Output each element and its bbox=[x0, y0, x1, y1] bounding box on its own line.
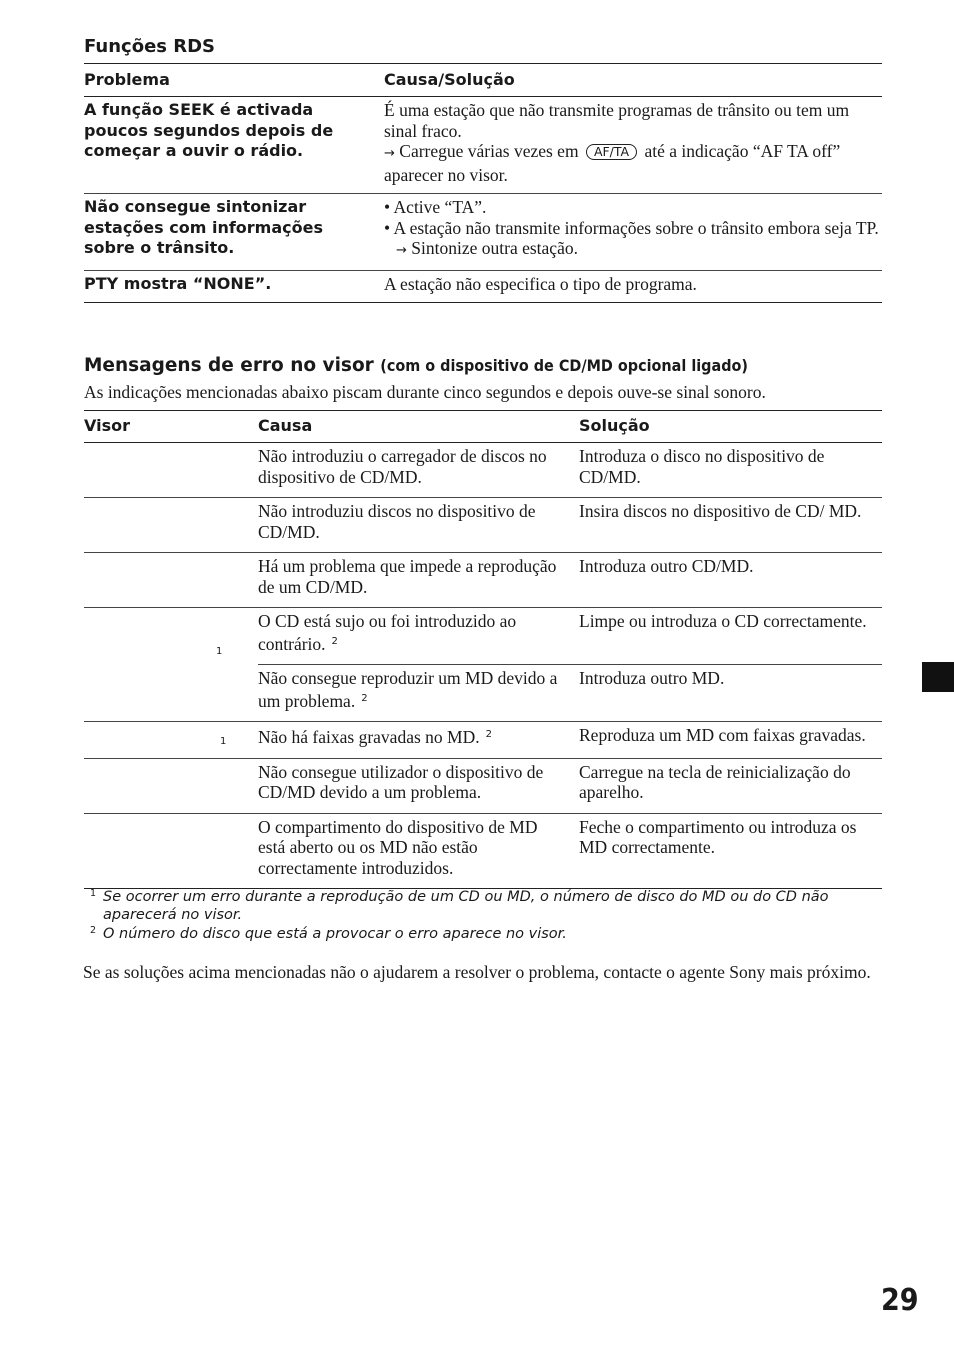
error-messages-table bbox=[84, 410, 882, 889]
table-row bbox=[84, 608, 882, 665]
cause-text: Não há faixas gravadas no MD. bbox=[258, 727, 480, 747]
solution-cell: Reproduza um MD com faixas gravadas. bbox=[579, 725, 866, 745]
table-row bbox=[84, 270, 882, 303]
display-cell bbox=[84, 608, 258, 722]
rds-col-problem: Problema bbox=[84, 70, 170, 89]
table-row bbox=[84, 722, 882, 759]
solution-cell: Feche o compartimento ou introduza os MD correctamente. bbox=[579, 816, 857, 857]
table-row bbox=[84, 758, 882, 813]
error-section-heading bbox=[84, 355, 748, 376]
table-row bbox=[84, 553, 882, 608]
table-row bbox=[84, 443, 882, 498]
cause-text: É uma estação que não transmite programas de trânsito ou tem um sinal fraco. bbox=[384, 100, 850, 141]
footnote-1 bbox=[90, 888, 880, 924]
table-row bbox=[84, 97, 882, 194]
display-cell bbox=[84, 813, 258, 889]
col-solution: Solução bbox=[579, 416, 650, 435]
footnote-text: O número do disco que está a provocar o erro aparece no visor. bbox=[103, 926, 567, 942]
solution-cell: Introduza outro CD/MD. bbox=[579, 556, 754, 576]
rds-col-cause-solution: Causa/Solução bbox=[384, 70, 515, 89]
arrow-right-icon: → bbox=[396, 243, 407, 258]
cause-text: O CD está sujo ou foi introduzido ao contrário. bbox=[258, 611, 517, 654]
error-heading-title: Mensagens de erro no visor bbox=[84, 355, 374, 376]
cause-text: Não consegue reproduzir um MD devido a um problema. bbox=[258, 668, 558, 711]
cause-cell bbox=[258, 665, 579, 722]
problem-text: Não consegue sintonizar estações com informações sobre o trânsito. bbox=[84, 197, 323, 257]
bullet-item bbox=[384, 218, 882, 262]
display-cell bbox=[84, 722, 258, 759]
error-table-header bbox=[84, 411, 882, 443]
cause-cell: Não introduziu discos no dispositivo de CD/MD. bbox=[258, 501, 536, 542]
error-intro-text: As indicações mencionadas abaixo piscam durante cinco segundos e depois ouve-se sinal sonoro. bbox=[84, 382, 766, 402]
footnote-number: 1 bbox=[90, 888, 97, 899]
solution-cell: Carregue na tecla de reinicialização do aparelho. bbox=[579, 761, 851, 802]
bullet-item: • Active “TA”. bbox=[384, 197, 487, 217]
problem-text: PTY mostra “NONE”. bbox=[84, 273, 272, 293]
footnote-marker: 2 bbox=[331, 635, 338, 647]
solution-cell: Limpe ou introduza o CD correctamente. bbox=[579, 608, 882, 665]
footnote-marker: 2 bbox=[361, 692, 368, 704]
solution-cell: Insira discos no dispositivo de CD/ MD. bbox=[579, 501, 862, 521]
error-heading-subtitle: (com o dispositivo de CD/MD opcional ligado) bbox=[380, 356, 748, 375]
footnote-marker: 1 bbox=[220, 736, 227, 747]
col-cause: Causa bbox=[258, 416, 313, 435]
col-display: Visor bbox=[84, 416, 130, 435]
table-row bbox=[84, 194, 882, 271]
solution-instruction-end: até a indicação “AF TA off” aparecer no visor. bbox=[384, 141, 841, 185]
display-cell bbox=[84, 443, 258, 498]
display-cell bbox=[84, 498, 258, 553]
solution-instruction: Carregue várias vezes em bbox=[399, 141, 579, 161]
table-row bbox=[84, 498, 882, 553]
footnote-2 bbox=[90, 925, 880, 943]
cause-cell: O compartimento do dispositivo de MD está aberto ou os MD não estão correctamente introduzidos. bbox=[258, 816, 538, 878]
solution-text bbox=[384, 194, 882, 271]
footnote-marker: 1 bbox=[216, 646, 223, 657]
table-row bbox=[84, 813, 882, 889]
rds-table-header bbox=[84, 64, 882, 97]
footnote-marker: 2 bbox=[485, 729, 492, 740]
solution-text: A estação não especifica o tipo de programa. bbox=[384, 273, 697, 294]
af-ta-key-label: AF/TA bbox=[586, 144, 637, 160]
solution-text bbox=[384, 97, 882, 194]
rds-troubleshooting-table bbox=[84, 63, 882, 303]
display-cell bbox=[84, 758, 258, 813]
page-number: 29 bbox=[881, 1283, 919, 1318]
closing-paragraph: Se as soluções acima mencionadas não o ajudarem a resolver o problema, contacte o agente Sony mais próximo. bbox=[83, 962, 871, 982]
cause-cell: Não introduziu o carregador de discos no dispositivo de CD/MD. bbox=[258, 446, 547, 487]
footnote-number: 2 bbox=[90, 925, 97, 936]
cause-cell bbox=[258, 608, 579, 665]
bullet-text: • A estação não transmite informações sobre o trânsito embora seja TP. bbox=[384, 217, 879, 238]
cause-cell: Não consegue utilizador o dispositivo de CD/MD devido a um problema. bbox=[258, 761, 544, 802]
cause-cell: Há um problema que impede a reprodução de um CD/MD. bbox=[258, 556, 557, 597]
solution-cell: Introduza outro MD. bbox=[579, 668, 725, 688]
problem-text: A função SEEK é activada poucos segundos depois de começar a ouvir o rádio. bbox=[84, 100, 334, 160]
section-tab-marker bbox=[922, 662, 954, 692]
bullet-text-end: Sintonize outra estação. bbox=[411, 238, 578, 258]
cause-cell bbox=[258, 722, 579, 759]
display-cell bbox=[84, 553, 258, 608]
footnote-text: Se ocorrer um erro durante a reprodução de um CD ou MD, o número de disco do MD ou do CD não aparecerá no visor. bbox=[103, 889, 829, 923]
arrow-right-icon: → bbox=[384, 146, 395, 161]
rds-section-heading: Funções RDS bbox=[84, 36, 216, 57]
solution-cell: Introduza o disco no dispositivo de CD/MD. bbox=[579, 446, 825, 487]
